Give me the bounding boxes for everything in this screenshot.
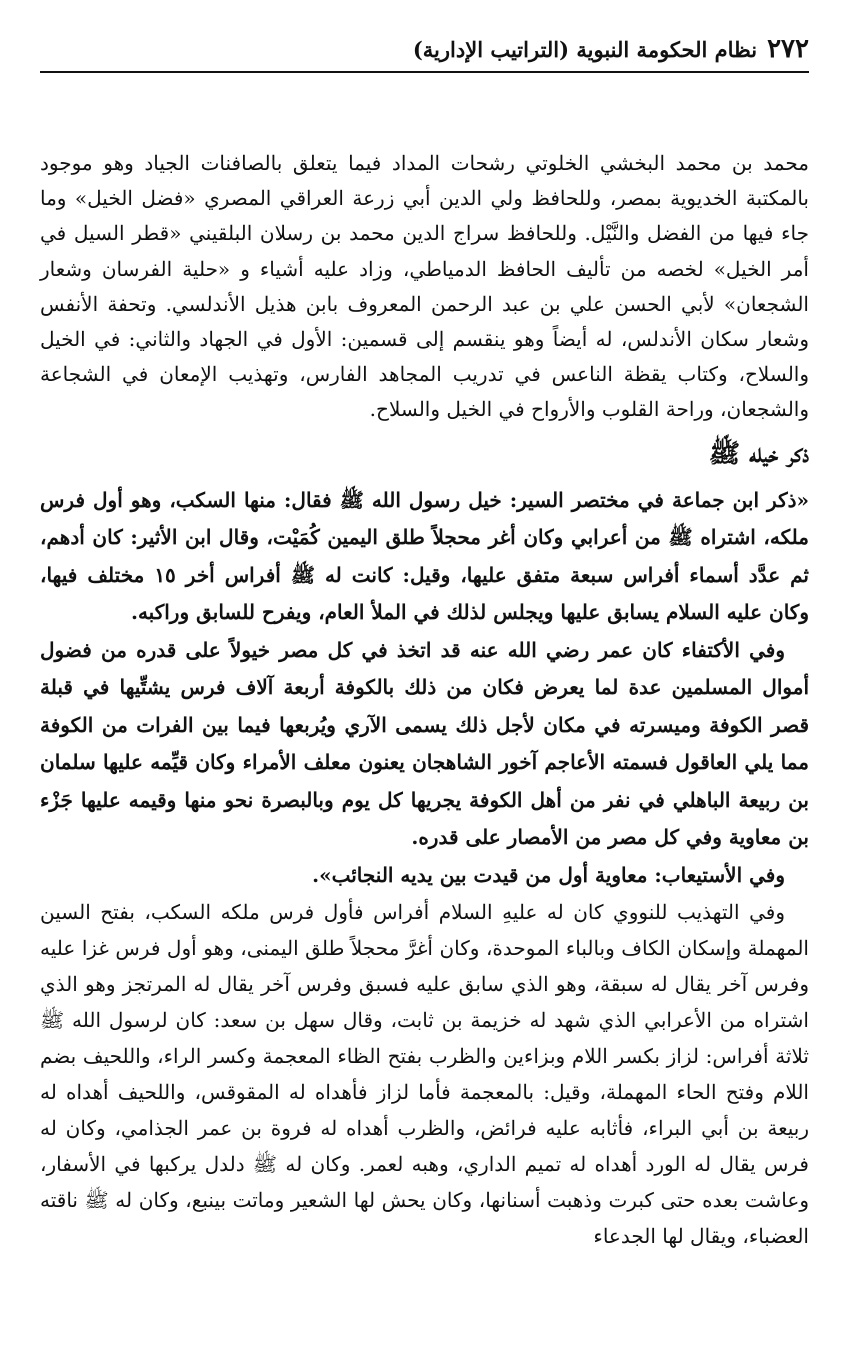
page-body (40, 146, 809, 1254)
quote-paragraph-2: وفي الأكتفاء كان عمر رضي الله عنه قد اتخذ في كل مصر خيولاً على قدره من فضول أموال المسلمين عدة لما يعرض فكان من ذلك بالكوفة أربعة آلاف فرس يشتِّيها في قبلة قصر الكوفة وميسرته في مكان لأجل ذلك يسمى الآري ويُربعها فيما بين الفرات من الكوفة مما يلي العاقول فسمته الأعاجم آخور الشاهجان يعنون معلف الأمراء وكان قيِّمه عليها سلمان بن ربيعة الباهلي في نفر من أهل الكوفة يجريها كل يوم وبالبصرة نحو منها وقيمه عليها جَزْء بن معاوية وفي كل مصر من الأمصار على قدره. (40, 637, 809, 850)
intro-paragraph: محمد بن محمد البخشي الخلوتي رشحات المداد فيما يتعلق بالصافنات الجياد وهو موجود بالمكتبة الخديوية بمصر، وللحافظ ولي الدين أبي زرعة العراقي المصري «فضل الخيل» وما جاء فيها من الفضل والنَّيْل. وللحافظ سراج الدين محمد بن رسلان البلقيني «قطر السيل في أمر الخيل» لخصه من تأليف الحافظ الدمياطي، وزاد عليه أشياء و «حلية الفرسان وشعار الشجعان» لأبي الحسن علي بن عبد الرحمن المعروف بابن هذيل الأندلسي. وتحفة الأنفس وشعار سكان الأندلس، له أيضاً وهو ينقسم إلى قسمين: الأول في الجهاد والثاني: في الخيل والسلاح، وكتاب يقظة الناعس في تدريب المجاهد الفارس، وتهذيب الإمعان في الشجاعة والشجعان، وراحة القلوب والأرواح في الخيل والسلاح. (40, 151, 809, 422)
running-title: نظام الحكومة النبوية (التراتيب الإدارية) (412, 37, 758, 62)
quote-paragraph-1: «ذكر ابن جماعة في مختصر السير: خيل رسول الله ﷺ فقال: منها السكب، وهو أول فرس ملكه، اشتراه ﷺ من أعرابي وكان أغر محجلاً طلق اليمين كُمَيْت، وقال ابن الأثير: كان أدهم، ثم عدَّد أسماء أفراس سبعة متفق عليها، وقيل: كانت له ﷺ أفراس أخر ١٥ مختلف فيها، وكان عليه السلام يسابق عليها ويجلس لذلك في الملأ العام، ويفرح للسابق وراكبه. (40, 487, 809, 625)
section-heading: ذكر خيله ﷺ (708, 438, 809, 469)
page-number: ٢٧٢ (767, 34, 809, 64)
header-rule (40, 71, 809, 73)
quote-paragraph-3: وفي الأستيعاب: معاوية أول من قيدت بين يديه النجائب». (312, 862, 785, 887)
page-header (40, 34, 809, 72)
body-paragraph: وفي التهذيب للنووي كان له عليهِ السلام أفراس فأول فرس ملكه السكب، بفتح السين المهملة وإسكان الكاف وبالباء الموحدة، وكان أغرَّ محجلاً طلق اليمنى، وهو أول فرس غزا عليه وفرس آخر يقال له سبقة، وهو الذي سابق عليه فسبق وفرس آخر يقال له المرتجز وهو الذي اشتراه من الأعرابي الذي شهد له خزيمة بن ثابت، وقال سهل بن سعد: كان لرسول الله ﷺ ثلاثة أفراس: لزاز بكسر اللام وبزاءين والظرب بفتح الظاء المعجمة وكسر الراء، واللحيف بضم اللام وفتح الحاء المهملة، وقيل: بالمعجمة فأما لزاز فأهداه له المقوقس، واللحيف أهداه له ربيعة بن أبي البراء، فأثابه عليه فرائض، والظرب أهداه له فروة بن عمر الجذامي، وكان له فرس يقال له الورد أهداه له تميم الداري، وهبه لعمر. وكان له ﷺ دلدل يركبها في الأسفار، وعاشت بعده حتى كبرت وذهبت أسنانها، وكان يحش لها الشعير وماتت بينبع، وكان له ﷺ ناقته العضباء، ويقال لها الجدعاء (40, 900, 809, 1249)
